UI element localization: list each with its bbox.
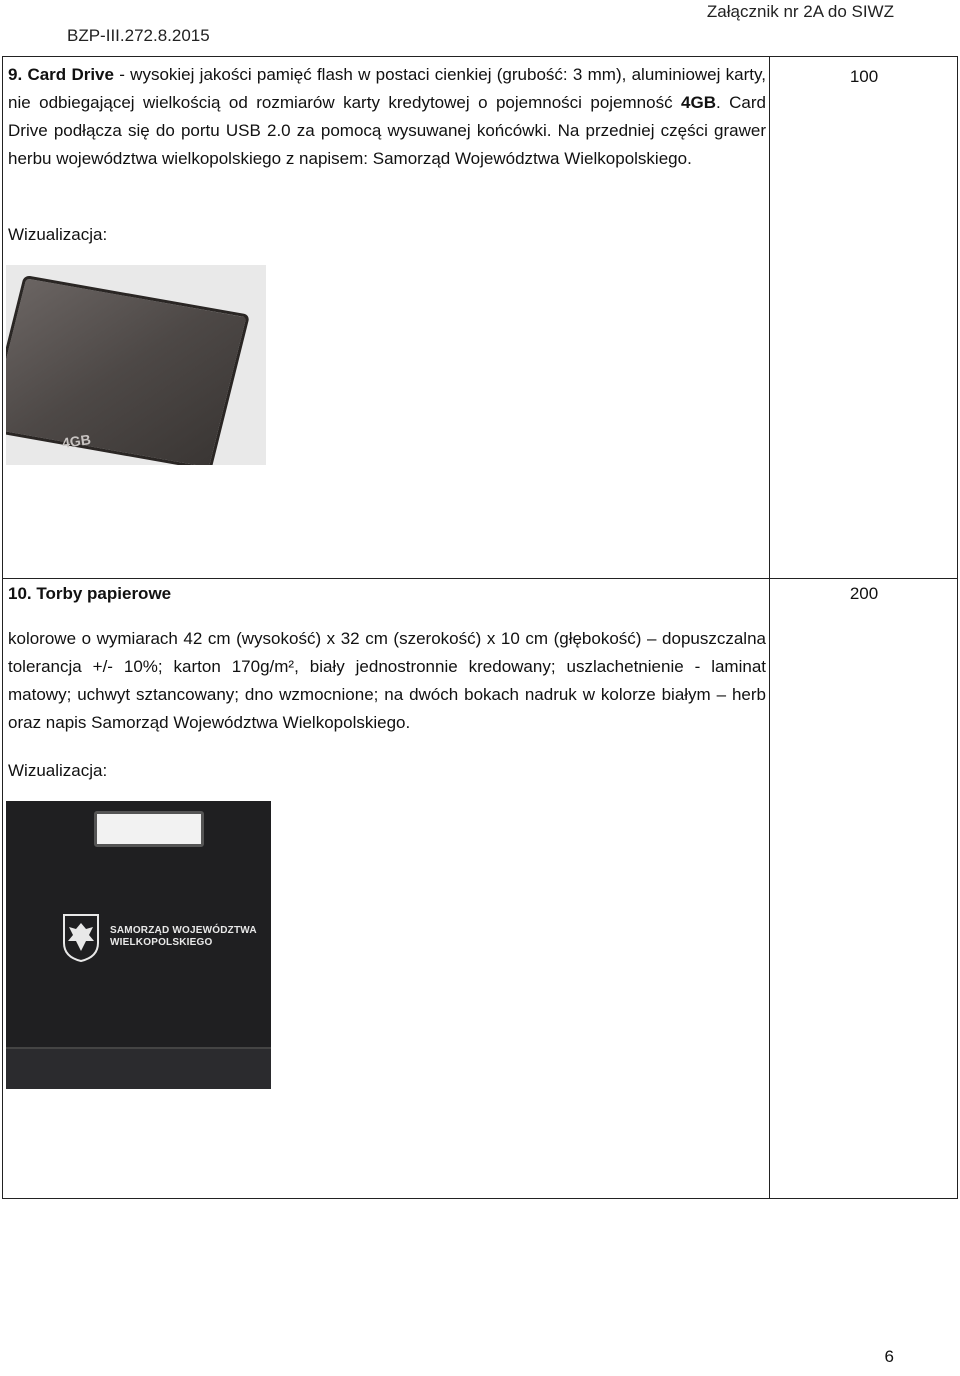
- bag-bottom-fold: [6, 1047, 271, 1089]
- bag-handle-cutout: [94, 811, 204, 847]
- item-10-quantity: 200: [849, 584, 879, 603]
- item-9-quantity: 100: [849, 67, 879, 86]
- item-10-visual-label: Wizualizacja:: [8, 761, 108, 780]
- item-9-intro: - wysokiej jakości pamięć flash w postaci cienkiej (grubość: 3 mm), aluminiowej karty, nie odbiegającej wielkością od rozmiarów karty kredytowej o pojemności pojemność: [8, 65, 766, 112]
- card-drive-body: [6, 275, 250, 465]
- item-9-description: [8, 61, 766, 173]
- attachment-label: Załącznik nr 2A do SIWZ: [706, 2, 894, 21]
- item-9-capacity: 4GB: [681, 93, 716, 112]
- item-9-title: 9. Card Drive: [8, 65, 114, 84]
- item-9-visual-label: Wizualizacja:: [8, 225, 108, 244]
- item-10-title: 10. Torby papierowe: [8, 584, 172, 603]
- column-divider: [769, 57, 770, 1198]
- bag-print-text: [110, 925, 257, 949]
- item-10-body: kolorowe o wymiarach 42 cm (wysokość) x 32 cm (szerokość) x 10 cm (głębokość) – dopuszczalna tolerancja +/- 10%; karton 170g/m², biały jednostronnie kredowany; uszlachetnienie - laminat matowy; uchwyt sztancowany; dno wzmocnione; na dwóch bokach nadruk w kolorze białym – herb oraz napis Samorząd Województwa Wielkopolskiego.: [8, 629, 766, 732]
- item-10-description: [8, 625, 766, 737]
- card-drive-image: [6, 265, 266, 465]
- page-number: 6: [884, 1347, 894, 1366]
- items-table: [2, 56, 958, 1199]
- document-reference: BZP-III.272.8.2015: [67, 26, 210, 45]
- item-10-title-row: [8, 580, 766, 608]
- paper-bag-image: [6, 801, 271, 1089]
- eagle-emblem-icon: [62, 913, 100, 963]
- row-divider: [3, 578, 957, 579]
- card-drive-capacity-print: 4GB: [61, 431, 92, 451]
- bag-print-line-2: WIELKOPOLSKIEGO: [110, 937, 213, 948]
- bag-print-line-1: SAMORZĄD WOJEWÓDZTWA: [110, 925, 257, 936]
- item-9-rest: . Card Drive podłącza się do portu USB 2.0 za pomocą wysuwanej końcówki. Na przedniej części grawer herbu województwa wielkopolskiego z napisem: Samorząd Województwa Wielkopolskiego.: [8, 93, 767, 168]
